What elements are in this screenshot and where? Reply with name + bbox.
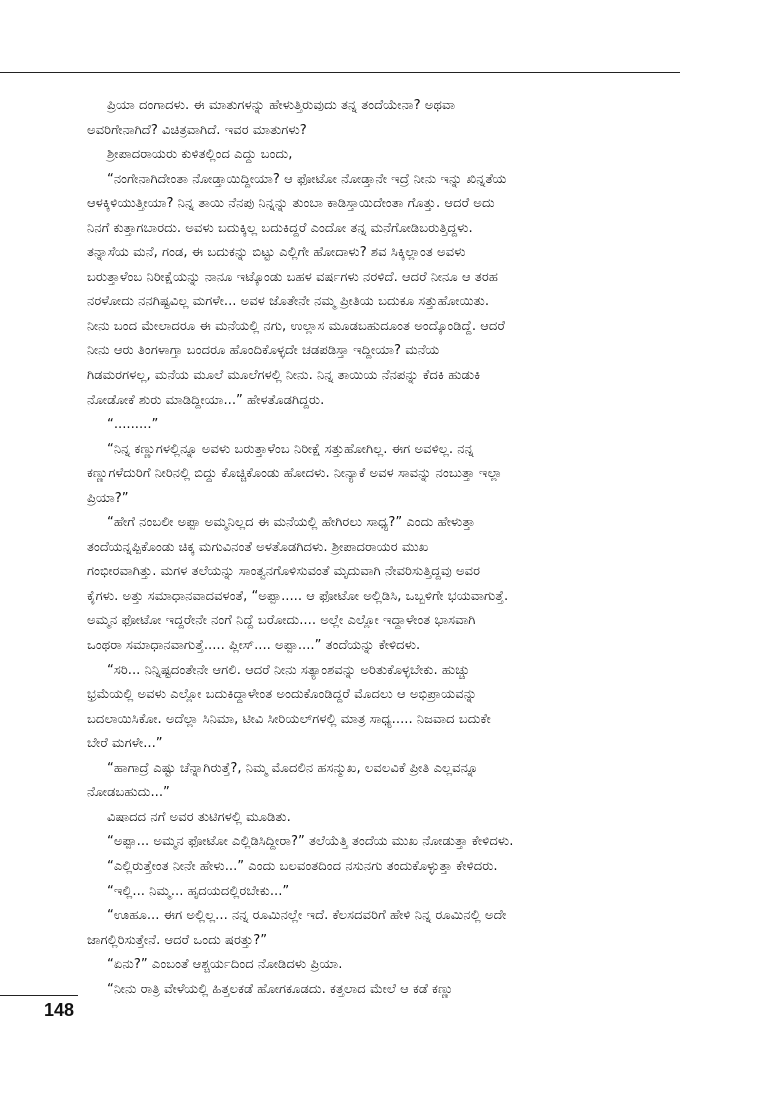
text-line: ನೀನು ಆರು ತಿಂಗಳಾಗ್ತಾ ಬಂದರೂ ಹೊಂದಿಕೊಳ್ಳದೇ ಚಡಪಡಿಸ್ತಾ ಇದ್ದೀಯಾ? ಮನೆಯ: [87, 343, 440, 359]
text-line: ನಿನಗೆ ಕುತ್ತಾಗಬಾರದು. ಅವಳು ಬದುಕ್ಕಿಲ್ಲ ಬದುಕಿದ್ದರೆ ಎಂದೋ ತನ್ನ ಮನೆಗೋಡಿಬರುತ್ತಿದ್ದಳು.: [87, 220, 473, 236]
text-line: “ನೀನು ರಾತ್ರಿ ವೇಳೆಯಲ್ಲಿ ಹಿತ್ತಲಕಡೆ ಹೋಗಕೂಡದು. ಕತ್ತಲಾದ ಮೇಲೆ ಆ ಕಡೆ ಕಣ್ಣು: [107, 981, 454, 997]
text-line: “.........”: [107, 417, 159, 433]
text-line: “ಹೇಗೆ ನಂಬಲೀ ಅಪ್ಪಾ ಅಮ್ಮನಿಲ್ಲದ ಈ ಮನೆಯಲ್ಲಿ ಹೇಗಿರಲು ಸಾಧ್ಯ?” ಎಂದು ಹೇಳುತ್ತಾ: [107, 515, 476, 531]
text-line: ಅಮ್ಮನ ಫೋಟೋ ಇದ್ದರೇನೇ ನಂಗೆ ನಿದ್ದೆ ಬರೋದು.... ಅಲ್ಲೇ ಎಲ್ಲೋ ಇದ್ದಾಳೇಂತ ಭಾಸವಾಗಿ: [87, 613, 476, 629]
text-line: ಗಂಭೀರವಾಗಿತ್ತು. ಮಗಳ ತಲೆಯನ್ನು ಸಾಂತ್ವನಗೊಳಿಸುವಂತೆ ಮೃದುವಾಗಿ ನೇವರಿಸುತ್ತಿದ್ದವು ಅವರ: [87, 564, 481, 580]
text-line: ಪ್ರಿಯಾ?”: [87, 490, 129, 506]
text-line: ಒಂಥರಾ ಸಮಾಧಾನವಾಗುತ್ತೆ..... ಪ್ಲೀಸ್.... ಅಪ್ಪಾ....” ತಂದೆಯನ್ನು ಕೇಳಿದಳು.: [87, 638, 421, 654]
text-line: ವಿಷಾದದ ನಗೆ ಅವರ ತುಟಿಗಳಲ್ಲಿ ಮೂಡಿತು.: [107, 809, 291, 825]
text-line: ಭ್ರಮೆಯಲ್ಲಿ ಅವಳು ಎಲ್ಲೋ ಬದುಕಿದ್ದಾಳೇಂತ ಅಂದುಕೊಂಡಿದ್ದರೆ ಮೊದಲು ಆ ಅಭಿಪ್ರಾಯವನ್ನು: [87, 687, 478, 703]
body-text: [87, 94, 687, 1002]
text-line: ಕಣ್ಣುಗಳೆದುರಿಗೆ ನೀರಿನಲ್ಲಿ ಬಿದ್ದು ಕೊಚ್ಚಿಕೊಂಡು ಹೋದಳು. ನೀನ್ಯಾಕೆ ಅವಳ ಸಾವನ್ನು ನಂಬುತ್ತಾ ಇಲ್ಲಾ: [87, 466, 503, 482]
text-line: “ಇಲ್ಲಿ... ನಿಮ್ಮ... ಹೃದಯದಲ್ಲಿರಬೇಕು...”: [107, 883, 290, 899]
text-line: “ಏನು?” ಎಂಬಂತೆ ಆಶ್ಚರ್ಯದಿಂದ ನೋಡಿದಳು ಪ್ರಿಯಾ.: [107, 957, 343, 973]
text-line: ಪ್ರಿಯಾ ದಂಗಾದಳು. ಈ ಮಾತುಗಳನ್ನು ಹೇಳುತ್ತಿರುವುದು ತನ್ನ ತಂದೆಯೇನಾ? ಅಥವಾ: [107, 98, 456, 113]
top-divider-line: [0, 72, 680, 73]
text-line: ಅವರಿಗೇನಾಗಿದೆ? ವಿಚಿತ್ರವಾಗಿದೆ. ಇವರ ಮಾತುಗಳು?: [87, 122, 307, 138]
text-line: “ಊಹೂ... ಈಗ ಅಲ್ಲಿಲ್ಲ... ನನ್ನ ರೂಮಿನಲ್ಲೇ ಇದೆ. ಕೆಲಸದವರಿಗೆ ಹೇಳಿ ನಿನ್ನ ರೂಮಿನಲ್ಲಿ ಅದೇ: [107, 908, 507, 924]
text-line: “ಸರಿ... ನಿನ್ನಿಷ್ಟದಂತೇನೇ ಆಗಲಿ. ಆದರೆ ನೀನು ಸತ್ಯಾಂಶವನ್ನು ಅರಿತುಕೊಳ್ಳಬೇಕು. ಹುಚ್ಚು: [107, 662, 470, 678]
text-line: “ಹಾಗಾದ್ರೆ ಎಷ್ಟು ಚೆನ್ನಾಗಿರುತ್ತೆ?, ನಿಮ್ಮ ಮೊದಲಿನ ಹಸನ್ಮುಖ, ಲವಲವಿಕೆ ಪ್ರೀತಿ ಎಲ್ಲವನ್ನೂ: [107, 760, 479, 776]
text-line: ನೋಡಬಹುದು...”: [87, 785, 170, 801]
text-line: ನರಳೋದು ನನಗಿಷ್ಟವಿಲ್ಲ ಮಗಳೇ... ಅವಳ ಜೊತೇನೇ ನಮ್ಮ ಪ್ರೀತಿಯ ಬದುಕೂ ಸತ್ತುಹೋಯಿತು.: [87, 294, 490, 310]
text-line: ಬೇರೆ ಮಗಳೇ...”: [87, 736, 163, 752]
page-number-divider: [0, 995, 78, 996]
text-line: “ನಂಗೇನಾಗಿದೇಂತಾ ನೋಡ್ತಾಯಿದ್ದೀಯಾ? ಆ ಫೋಟೋ ನೋಡ್ತಾನೇ ಇದ್ರೆ ನೀನು ಇನ್ನು ಖಿನ್ನತೆಯ: [107, 171, 507, 187]
text-line: ಕೈಗಳು. ಅತ್ತು ಸಮಾಧಾನವಾದವಳಂತೆ, “ಅಪ್ಪಾ..... ಆ ಫೋಟೋ ಅಲ್ಲಿಡಿಸಿ, ಒಬ್ಬಳಿಗೇ ಭಯವಾಗುತ್ತೆ.: [87, 588, 509, 604]
text-line: “ನಿನ್ನ ಕಣ್ಣುಗಳಲ್ಲಿನ್ನೂ ಅವಳು ಬರುತ್ತಾಳೆಂಬ ನಿರೀಕ್ಷೆ ಸತ್ತುಹೋಗಿಲ್ಲ. ಈಗ ಅವಳಿಲ್ಲ. ನನ್ನ: [107, 441, 474, 457]
text-line: ಬದಲಾಯಿಸಿಕೋ. ಅದೆಲ್ಲಾ ಸಿನಿಮಾ, ಟೀವಿ ಸೀರಿಯಲ್‌ಗಳಲ್ಲಿ ಮಾತ್ರ ಸಾಧ್ಯ..... ನಿಜವಾದ ಬದುಕೇ: [87, 711, 491, 727]
text-line: ಆಳಕ್ಕಿಳಿಯುತ್ತೀಯಾ? ನಿನ್ನ ತಾಯಿ ನೆನಪು ನಿನ್ನನ್ನು ತುಂಬಾ ಕಾಡಿಸ್ತಾಯಿದೇಂತಾ ಗೊತ್ತು. ಆದರೆ ಅದು: [87, 196, 495, 212]
text-line: ತನ್ನಾಸೆಯ ಮನೆ, ಗಂಡ, ಈ ಬದುಕನ್ನು ಬಿಟ್ಟು ಎಲ್ಲಿಗೇ ಹೋದಾಳು? ಶವ ಸಿಕ್ಕಿಲ್ಲಾಂತ ಅವಳು: [87, 245, 466, 261]
text-line: “ಎಲ್ಲಿರುತ್ತೇಂತ ನೀನೇ ಹೇಳು...” ಎಂದು ಬಲವಂತದಿಂದ ನಸುನಗು ತಂದುಕೊಳ್ಳುತ್ತಾ ಕೇಳಿದರು.: [107, 858, 498, 874]
page-number: 148: [44, 1000, 75, 1020]
text-line: “ಅಪ್ಪಾ... ಅಮ್ಮನ ಫೋಟೋ ಎಲ್ಲಿಡಿಸಿದ್ದೀರಾ?” ತಲೆಯೆತ್ತಿ ತಂದೆಯ ಮುಖ ನೋಡುತ್ತಾ ಕೇಳಿದಳು.: [107, 834, 514, 850]
text-line: ನೋಡೋಕೆ ಶುರು ಮಾಡಿದ್ದೀಯಾ...” ಹೇಳತೊಡಗಿದ್ದರು.: [87, 392, 325, 408]
text-line: ಜಾಗಲ್ಲಿರಿಸುತ್ತೇನೆ. ಆದರೆ ಒಂದು ಷರತ್ತು?”: [87, 932, 268, 948]
text-line: ನೀನು ಬಂದ ಮೇಲಾದರೂ ಈ ಮನೆಯಲ್ಲಿ ನಗು, ಉಲ್ಲಾಸ ಮೂಡಬಹುದೂಂತ ಅಂದ್ಕೊಂಡಿದ್ದೆ. ಆದರೆ: [87, 318, 505, 334]
text-line: ತಂದೆಯನ್ನಪ್ಪಿಕೊಂಡು ಚಿಕ್ಕ ಮಗುವಿನಂತೆ ಅಳತೊಡಗಿದಳು. ಶ್ರೀಪಾದರಾಯರ ಮುಖ: [87, 539, 429, 555]
text-line: ಗಿಡಮರಗಳಲ್ಲ, ಮನೆಯ ಮೂಲೆ ಮೂಲೆಗಳಲ್ಲಿ ನೀನು. ನಿನ್ನ ತಾಯಿಯ ನೆನಪನ್ನು ಕೆದಕಿ ಹುಡುಕಿ: [87, 368, 481, 384]
text-line: ಶ್ರೀಪಾದರಾಯರು ಕುಳಿತಲ್ಲಿಂದ ಎದ್ದು ಬಂದು,: [107, 147, 293, 163]
text-line: ಬರುತ್ತಾಳೆಂಬ ನಿರೀಕ್ಷೆಯನ್ನು ನಾನೂ ಇಟ್ಕೊಂಡು ಬಹಳ ವರ್ಷಗಳು ನರಳಿದೆ. ಆದರೆ ನೀನೂ ಆ ತರಹ: [87, 269, 498, 285]
